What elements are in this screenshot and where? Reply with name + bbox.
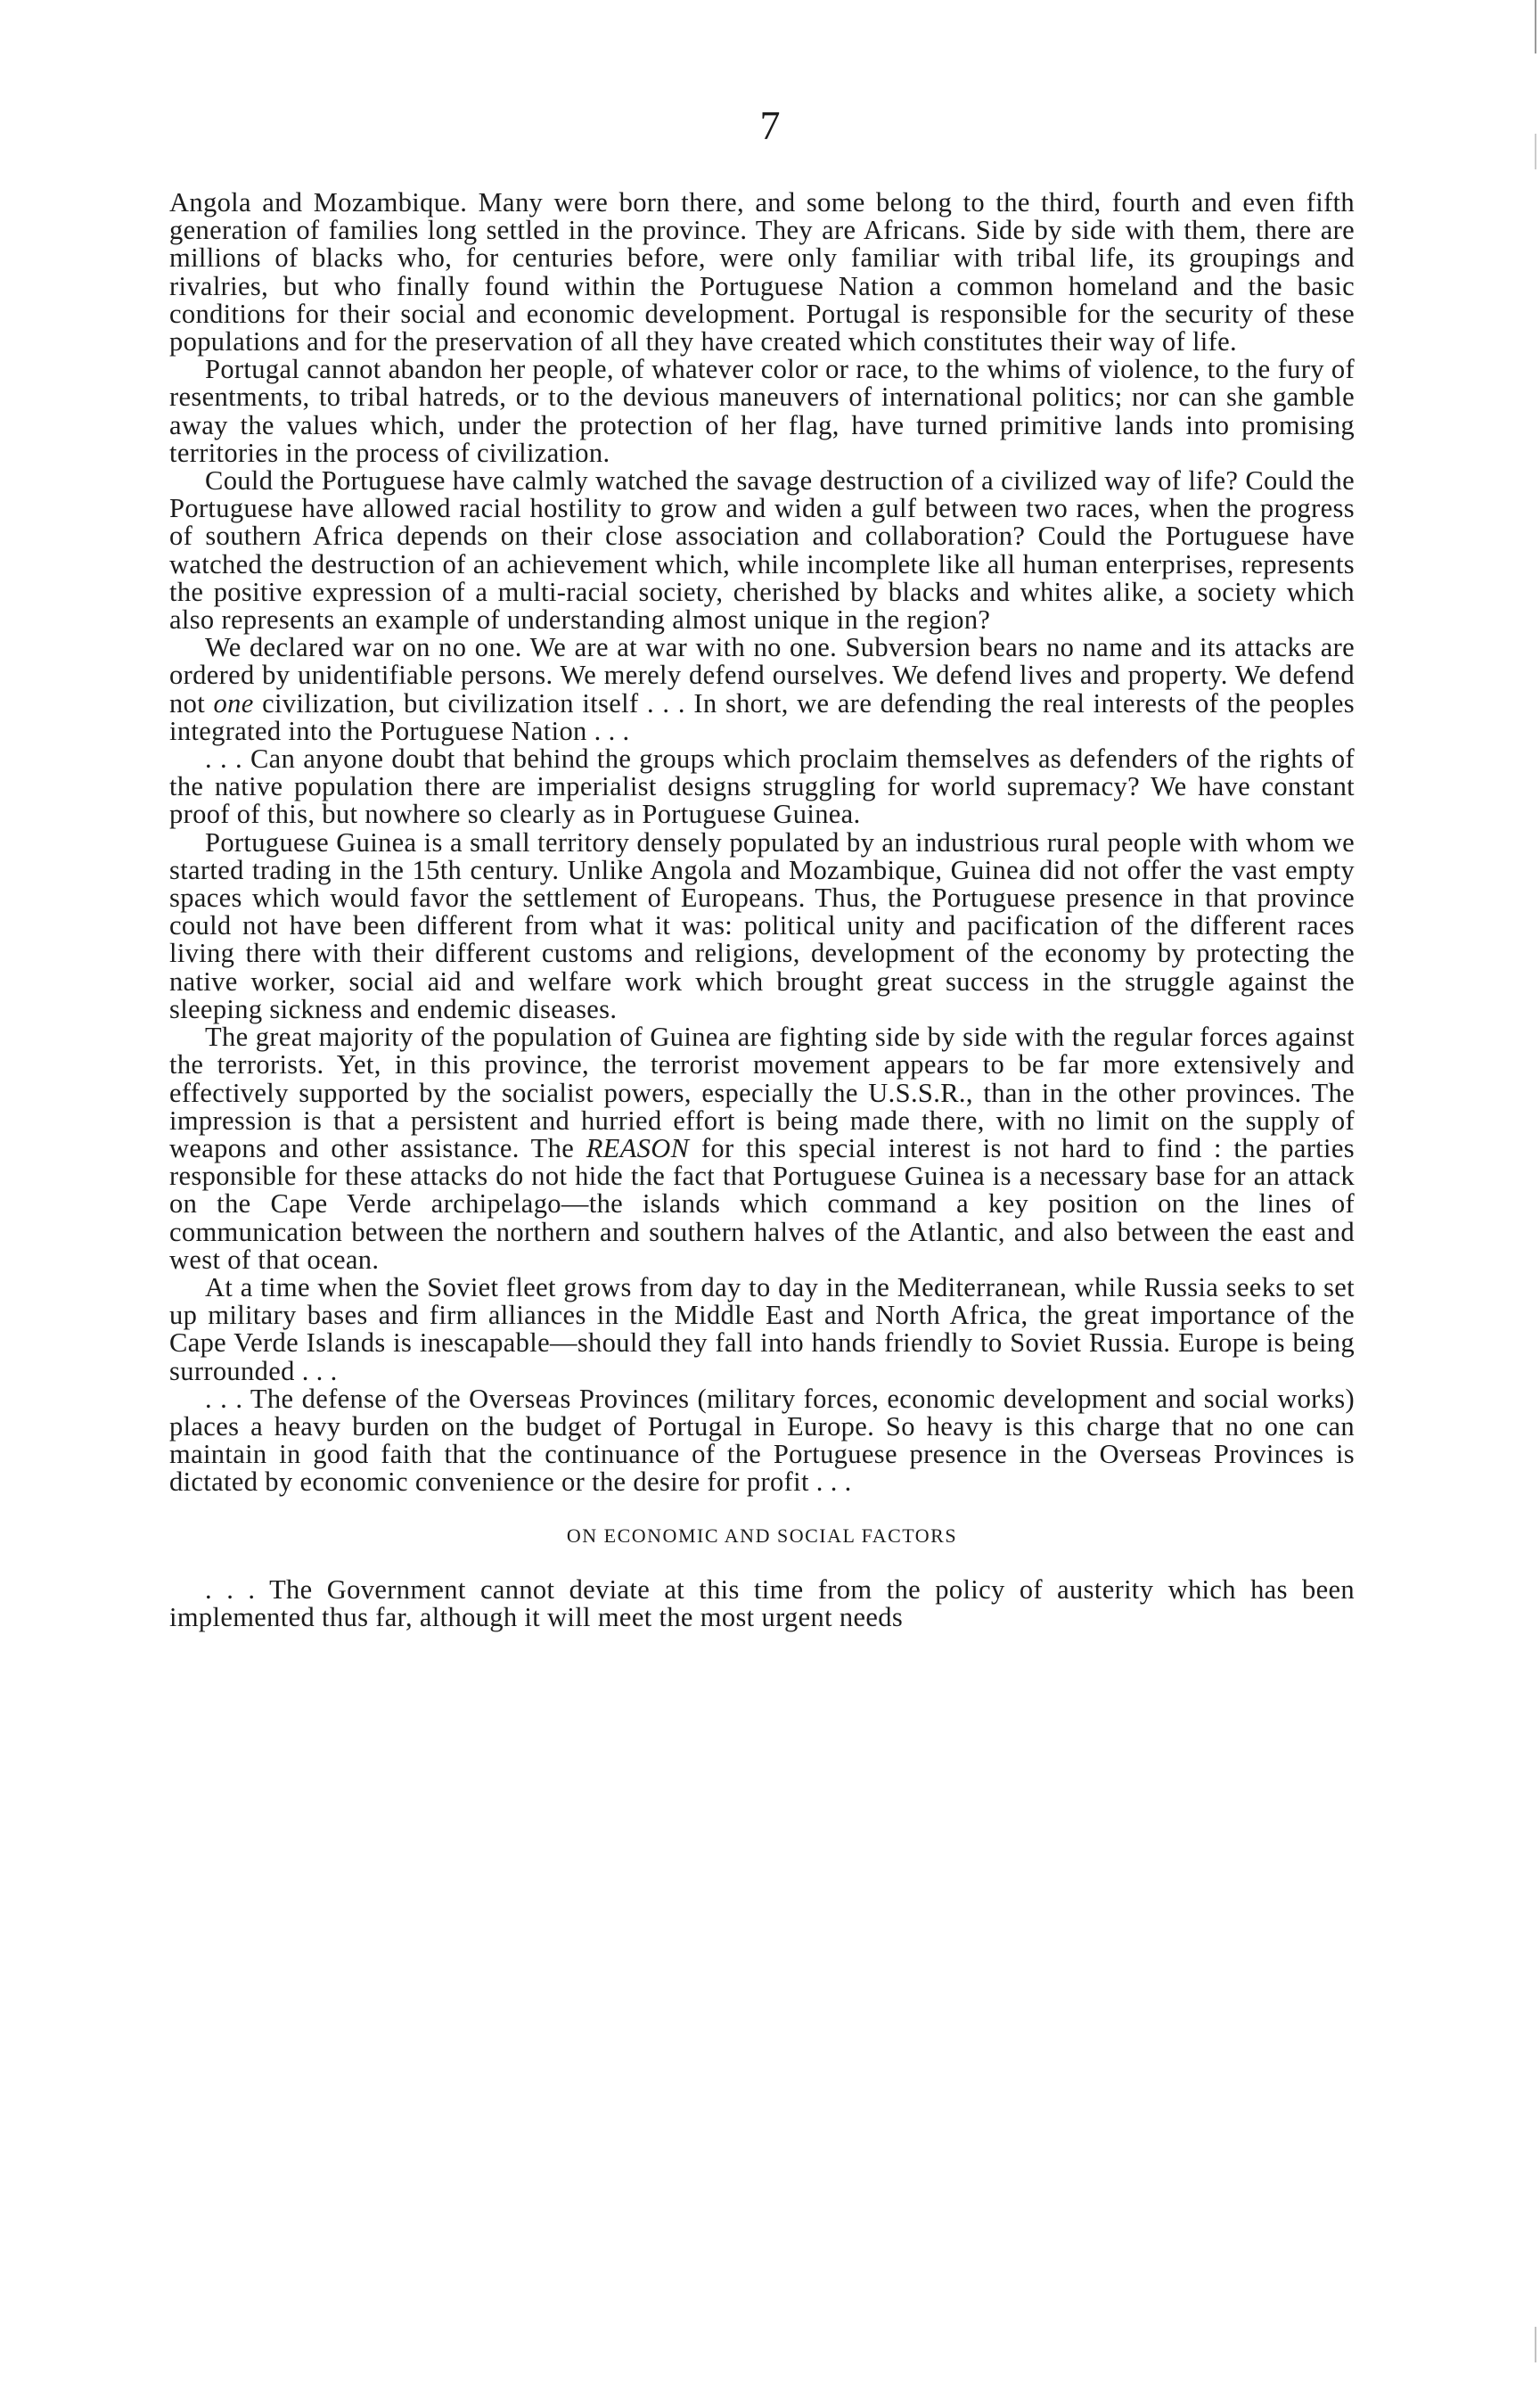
paragraph	[169, 467, 1355, 634]
section-heading: ON ECONOMIC AND SOCIAL FACTORS	[566, 1524, 958, 1547]
paragraph-text: Portugal cannot abandon her people, of whatever color or race, to the whims of violence, to the fury of resentments, to tribal hatreds, or to the devious maneuvers of international politics; nor can she gamble away the values which, under the protection of her flag, have turned primitive lands into promising territories in the process of civilization.	[169, 354, 1355, 468]
paragraph-text: . . . The defense of the Overseas Provinces (military forces, economic development and social works) places a heavy burden on the budget of Portugal in Europe. So heavy is this charge that no one can maintain in good faith that the continuance of the Portuguese presence in the Overseas Provinces is dictated by economic convenience or the desire for profit . . .	[169, 1383, 1355, 1498]
paragraph-text: Angola and Mozambique. Many were born there, and some belong to the third, fourth and even fifth generation of families long settled in the province. They are Africans. Side by side with them, there are millions of blacks who, for centuries before, were only familiar with tribal life, its groupings and rivalries, but who finally found within the Portuguese Nation a common homeland and the basic conditions for their social and economic development. Portugal is responsible for the security of these populations and for the preservation of all they have created which constitutes their way of life.	[169, 187, 1355, 357]
paragraph	[169, 826, 1355, 1024]
paragraph-text: civilization, but civilization itself . . . In short, we are defending the real interests of the peoples integrated into the Portuguese Nation . . .	[169, 687, 1355, 746]
paragraph-text: for this special interest is not hard to find : the parties responsible for these attacks do not hide the fact that Portuguese Guinea is a necessary base for an attack on the Cape Verde archipelago—the islands which command a key position on the lines of communication between the northern and southern halves of the Atlantic, and also between the east and west of that ocean.	[169, 1132, 1355, 1275]
paragraph-text: Portuguese Guinea is a small territory densely populated by an industrious rural people with whom we started trading in the 15th century. Unlike Angola and Mozambique, Guinea did not offer the vast empty spaces which would favor the settlement of Europeans. Thus, the Portuguese presence in that province could not have been different from what it was: political unity and pacification of the different races living there with their different customs and religions, development of the economy by protecting the native worker, social aid and welfare work which brought great success in the struggle against the sleeping sickness and endemic diseases.	[169, 826, 1355, 1024]
scan-mark	[1535, 2327, 1536, 2362]
italic-emphasis: one	[213, 687, 254, 719]
paragraph	[169, 1271, 1355, 1386]
italic-emphasis: REASON	[586, 1132, 690, 1163]
paragraph	[169, 1023, 1355, 1274]
paragraph-text: We declared war on no one. We are at war with no one. Subversion bears no name and its attacks are ordered by unidentifiable persons. We merely defend ourselves. We defend lives and property. We defend not	[169, 632, 1355, 719]
paragraph	[169, 1385, 1355, 1497]
scan-margin-marks	[1531, 0, 1536, 2407]
paragraph-text: . . . Can anyone doubt that behind the groups which proclaim themselves as defenders of the rights of the native population there are imperialist designs struggling for world supremacy? We have constant proof of this, but nowhere so clearly as in Portuguese Guinea.	[169, 743, 1355, 830]
paragraph	[169, 745, 1355, 829]
closing-paragraph: . . . The Government cannot deviate at this time from the policy of austerity which has been implemented thus far, although it will meet the most urgent needs	[169, 1573, 1355, 1632]
body-text	[169, 189, 1355, 1631]
paragraph-text: Could the Portuguese have calmly watched the savage destruction of a civilized way of life? Could the Portuguese have allowed racial hostility to grow and widen a gulf between two races, when the progress of southern Africa depends on their close association and collaboration? Could the Portuguese have watched the destruction of an achievement which, while incomplete like all human enterprises, represents the positive expression of a multi-racial society, cherished by blacks and whites alike, a society which also represents an example of understanding almost unique in the region?	[169, 465, 1355, 636]
paragraph	[169, 356, 1355, 467]
paragraph	[169, 634, 1355, 745]
paragraph	[169, 189, 1355, 356]
paragraph-text: The great majority of the population of Guinea are fighting side by side with the regular forces against the terrorists. Yet, in this province, the terrorist movement appears to be far more extensively and effectively supported by the socialist powers, especially the U.S.S.R., than in the other provinces. The impression is that a persistent and hurried effort is being made there, with no limit on the supply of weapons and other assistance. The	[169, 1022, 1355, 1163]
scan-mark	[1535, 134, 1536, 169]
page-number: 7	[759, 103, 781, 148]
scan-mark	[1535, 0, 1536, 53]
paragraph-text: At a time when the Soviet fleet grows from day to day in the Mediterranean, while Russia seeks to set up military bases and firm alliances in the Middle East and North Africa, the great importance of the Cape Verde Islands is inescapable—should they fall into hands friendly to Soviet Russia. Europe is being surrounded . . .	[169, 1271, 1355, 1386]
